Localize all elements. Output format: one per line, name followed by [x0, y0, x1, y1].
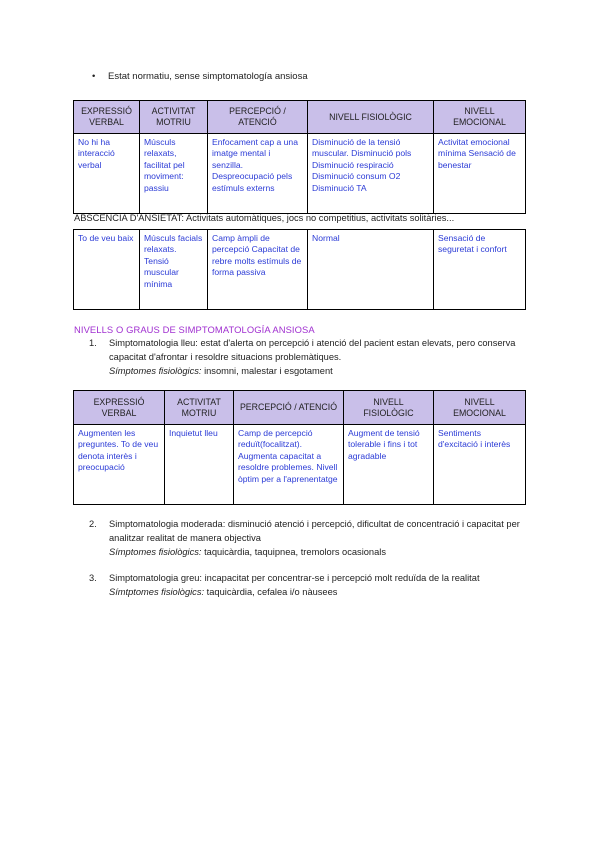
item-number: 3. [89, 573, 97, 583]
list-item-severe [89, 572, 539, 600]
item-text: Simptomatologia moderada: disminució atenció i percepció, dificultat de concentració i capacitat per analitzar realitat de manera objectiva [109, 519, 520, 543]
cell-fisiologic: Disminució de la tensió muscular. Disminució pols Disminució respiració Disminució consum O2 Disminució TA [308, 134, 434, 214]
header-percepcio: PERCEPCIÓ / ATENCIÓ [234, 391, 344, 425]
table-normal-state [73, 100, 526, 214]
header-activitat: ACTIVITAT MOTRIU [165, 391, 234, 425]
symptoms-label: Símptomes fisiològics: [109, 546, 202, 557]
header-emocional: NIVELL EMOCIONAL [434, 391, 526, 425]
header-fisiologic: NIVELL FISIOLÒGIC [344, 391, 434, 425]
cell-emocional: Sentiments d'excitació i interès [434, 425, 526, 505]
cell-expressio: Augmenten les preguntes. To de veu denota interès i preocupació [74, 425, 165, 505]
cell-percepcio: Camp àmpli de percepció Capacitat de rebre molts estímuls de forma passiva [208, 230, 308, 310]
header-expressio: EXPRESSIÓ VERBAL [74, 101, 140, 134]
item-number: 2. [89, 519, 97, 529]
table-absence [73, 229, 526, 310]
cell-fisiologic: Augment de tensió tolerable i fins i tot agradable [344, 425, 434, 505]
header-emocional: NIVELL EMOCIONAL [434, 101, 526, 134]
cell-fisiologic: Normal [308, 230, 434, 310]
item-text: Simptomatologia greu: incapacitat per concentrar-se i percepció molt reduïda de la realitat [109, 573, 480, 583]
intro-bullet [92, 71, 308, 82]
section-title: NIVELLS O GRAUS DE SIMPTOMATOLOGÍA ANSIOSA [74, 324, 315, 335]
cell-emocional: Sensació de seguretat i confort [434, 230, 526, 310]
table-row [74, 230, 526, 310]
list-item-moderate [89, 518, 529, 559]
list-item-mild [89, 337, 529, 378]
symptoms-text: taquicàrdia, cefalea i/o nàusees [204, 586, 338, 597]
symptoms-label: Símptomes fisiològics: [109, 365, 202, 376]
absence-caption: ABSCÈNCIA D'ANSIETAT: Activitats automàtiques, jocs no competitius, activitats solitàries... [74, 213, 455, 223]
cell-expressio: To de veu baix [74, 230, 140, 310]
cell-percepcio: Camp de percepció reduït(focalitzat). Augmenta capacitat a resoldre problemes. Nivell òptim per a l'aprenentatge [234, 425, 344, 505]
intro-bullet-text: Estat normatiu, sense simptomatología ansiosa [108, 71, 308, 82]
table-header-row [74, 101, 526, 134]
bullet-marker: • [92, 71, 96, 82]
cell-activitat: Músculs relaxats, facilitat pel moviment: passiu [140, 134, 208, 214]
table-header-row [74, 391, 526, 425]
symptoms-text: insomni, malestar i esgotament [201, 365, 333, 376]
table-row [74, 134, 526, 214]
cell-emocional: Activitat emocional mínima Sensació de benestar [434, 134, 526, 214]
cell-activitat: Músculs facials relaxats. Tensió muscular mínima [140, 230, 208, 310]
cell-percepcio: Enfocament cap a una imatge mental i senzilla. Despreocupació pels estímuls externs [208, 134, 308, 214]
table-mild [73, 390, 526, 505]
cell-expressio: No hi ha interacció verbal [74, 134, 140, 214]
header-activitat: ACTIVITAT MOTRIU [140, 101, 208, 134]
symptoms-text: taquicàrdia, taquipnea, tremolors ocasionals [201, 546, 386, 557]
header-fisiologic: NIVELL FISIOLÒGIC [308, 101, 434, 134]
item-text: Simptomatologia lleu: estat d'alerta on percepció i atenció del pacient estan elevats, pero conserva capacitat d'afrontar i resoldre situacions problemàtiques. [109, 338, 516, 362]
header-percepcio: PERCEPCIÓ / ATENCIÓ [208, 101, 308, 134]
item-number: 1. [89, 338, 97, 348]
table-row [74, 425, 526, 505]
symptoms-label: Símtptomes fisiològics: [109, 586, 205, 597]
header-expressio: EXPRESSIÓ VERBAL [74, 391, 165, 425]
cell-activitat: Inquietut lleu [165, 425, 234, 505]
